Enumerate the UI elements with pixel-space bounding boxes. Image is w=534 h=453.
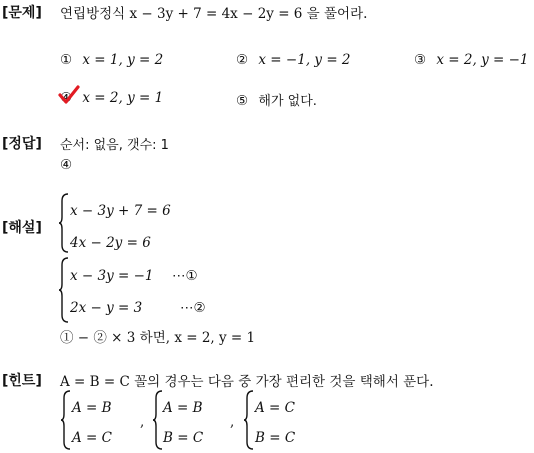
choice-5[interactable] <box>236 90 317 109</box>
system2-eq2: 2x − y = 3 <box>70 300 143 316</box>
hint-system1-eq2: A = C <box>72 430 112 446</box>
left-brace-icon <box>60 390 72 450</box>
hint-system3-eq2: B = C <box>255 430 296 446</box>
answer-label: [정답] <box>2 136 42 152</box>
choice-3-number: ③ <box>414 52 427 68</box>
left-brace-icon <box>58 257 70 323</box>
hint-label: [힌트] <box>2 373 42 389</box>
choice-2-number: ② <box>236 52 249 68</box>
choice-5-text: 해가 없다. <box>258 94 317 109</box>
system1-eq1: x − 3y + 7 = 6 <box>70 203 171 219</box>
choice-2-text: x = −1, y = 2 <box>258 52 351 68</box>
answer-value: ④ <box>60 157 73 173</box>
hint-system2-eq1: A = B <box>163 400 203 416</box>
choice-3[interactable] <box>414 52 529 68</box>
choice-2[interactable] <box>236 52 351 68</box>
choice-5-number: ⑤ <box>236 93 249 109</box>
system2-tag1: ⋯① <box>172 268 198 284</box>
problem-label: [문제] <box>2 5 42 21</box>
hint-system1-eq1: A = B <box>72 400 112 416</box>
system2-tag2: ⋯② <box>180 300 206 316</box>
hint-separator-1: , <box>140 414 145 430</box>
choice-3-text: x = 2, y = −1 <box>436 52 529 68</box>
choice-4-text: x = 2, y = 1 <box>82 90 164 106</box>
explanation-result: ① − ② × 3 하면, x = 2, y = 1 <box>60 330 256 346</box>
choice-1[interactable] <box>60 52 163 68</box>
answer-meta: 순서: 없음, 갯수: 1 <box>60 138 169 153</box>
system2-eq1: x − 3y = −1 <box>70 268 154 284</box>
hint-system3-eq1: A = C <box>255 400 295 416</box>
hint-separator-2: , <box>230 414 235 430</box>
left-brace-icon <box>243 390 255 450</box>
hint-system2-eq2: B = C <box>163 430 204 446</box>
problem-text: 연립방정식 x − 3y + 7 = 4x − 2y = 6 을 풀어라. <box>60 6 368 22</box>
choice-4-number: ④ <box>60 90 73 106</box>
choice-1-text: x = 1, y = 2 <box>82 52 164 68</box>
choice-1-number: ① <box>60 52 73 68</box>
hint-text: A = B = C 꼴의 경우는 다음 중 가장 편리한 것을 택해서 푼다. <box>60 374 434 390</box>
left-brace-icon <box>58 193 70 253</box>
system1-eq2: 4x − 2y = 6 <box>70 235 151 251</box>
checkmark-icon <box>58 84 80 106</box>
explanation-label: [해설] <box>2 220 42 236</box>
